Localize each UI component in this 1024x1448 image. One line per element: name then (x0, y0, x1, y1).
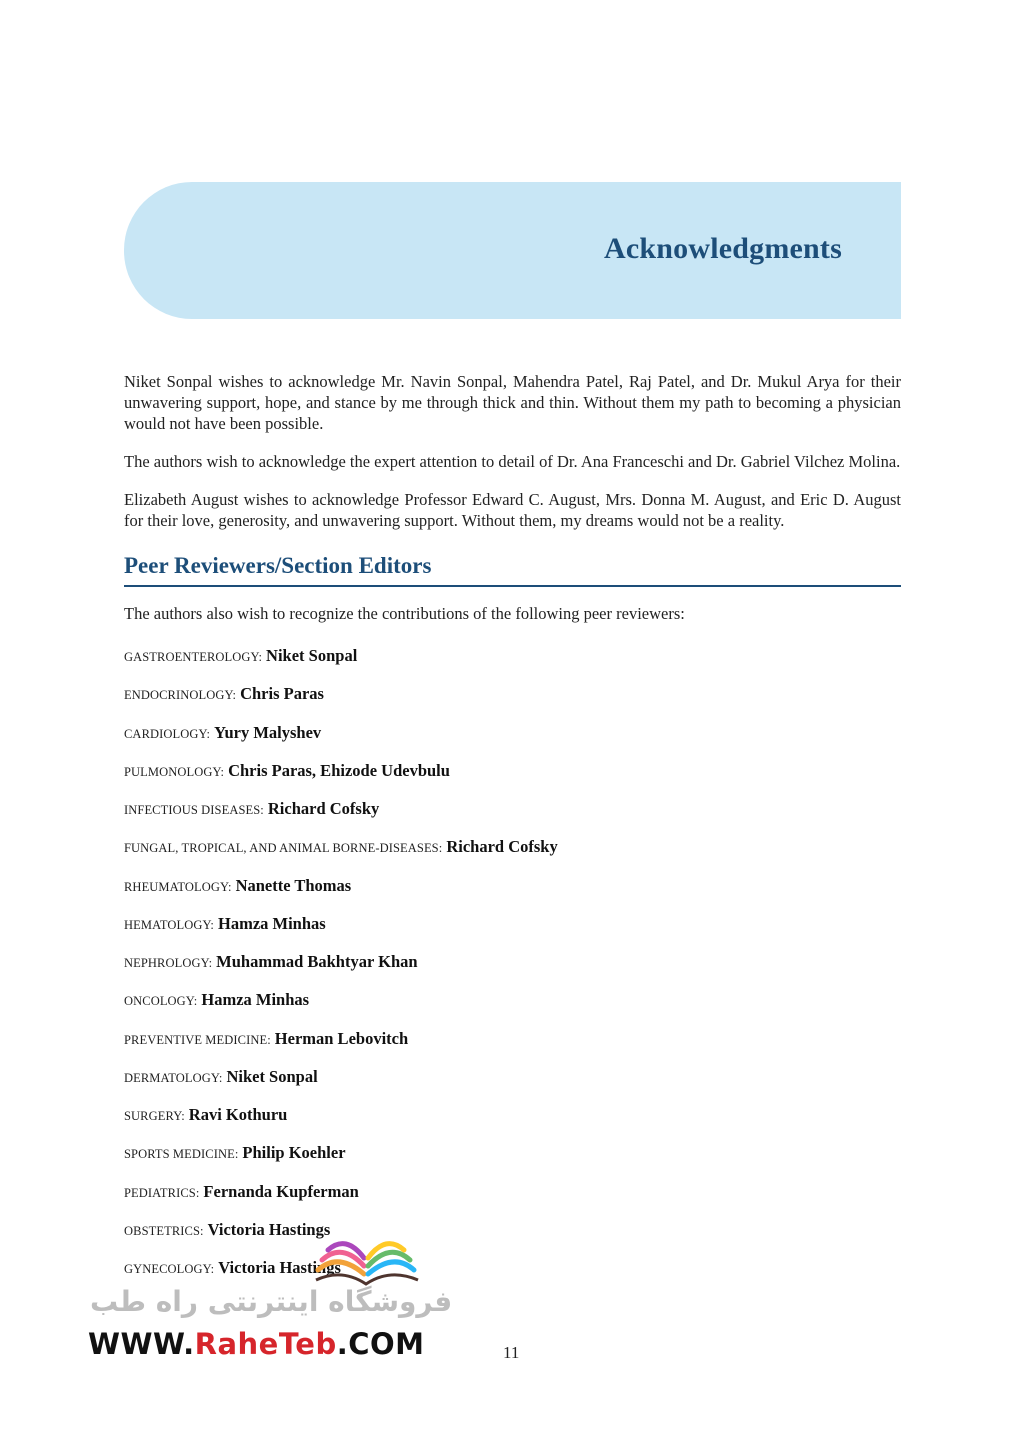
list-item (124, 875, 901, 913)
reviewer-name: Herman Lebovitch (274, 1028, 409, 1048)
open-book-rainbow-icon (308, 1230, 428, 1292)
reviewer-name: Fernanda Kupferman (203, 1181, 359, 1201)
reviewer-name: Chris Paras (240, 684, 324, 704)
list-item (124, 722, 901, 760)
reviewer-name: Victoria Hastings (218, 1258, 341, 1277)
specialty-label: PULMONOLOGY: (124, 764, 225, 779)
list-item (124, 1142, 901, 1180)
reviewer-name: Yury Malyshev (214, 722, 322, 742)
specialty-label: PREVENTIVE MEDICINE: (124, 1032, 271, 1047)
watermark-url-brand: RaheTeb (194, 1327, 337, 1361)
specialty-label: DERMATOLOGY: (124, 1070, 223, 1085)
list-item (124, 1028, 901, 1066)
specialty-label: SPORTS MEDICINE: (124, 1147, 239, 1162)
reviewer-name: Richard Cofsky (446, 837, 558, 857)
reviewer-name: Nanette Thomas (235, 875, 352, 895)
reviewer-name: Muhammad Bakhtyar Khan (216, 952, 418, 971)
reviewer-name: Hamza Minhas (201, 990, 310, 1010)
watermark-url-suffix: .COM (336, 1327, 425, 1361)
list-item (124, 1066, 901, 1104)
specialty-label: FUNGAL, TROPICAL, AND ANIMAL BORNE-DISEASES: (124, 841, 443, 856)
acknowledgment-paragraph: Elizabeth August wishes to acknowledge Professor Edward C. August, Mrs. Donna M. August, and Eric D. August for their love, generosity, and unwavering support. Without them, my dreams would not be a reality. (124, 490, 901, 530)
list-item (124, 1181, 901, 1219)
list-item (124, 683, 901, 721)
reviewer-name: Hamza Minhas (218, 913, 326, 933)
reviewer-name: Chris Paras, Ehizode Udevbulu (228, 760, 450, 780)
specialty-label: RHEUMATOLOGY: (124, 879, 232, 894)
watermark-url (88, 1327, 425, 1361)
list-item (124, 1104, 901, 1142)
list-item (124, 760, 901, 798)
reviewer-list (124, 645, 901, 1295)
list-item (124, 645, 901, 683)
reviewer-name: Philip Koehler (242, 1143, 346, 1163)
specialty-label: ONCOLOGY: (124, 994, 198, 1009)
reviewer-name: Niket Sonpal (226, 1066, 318, 1086)
specialty-label: ENDOCRINOLOGY: (124, 688, 237, 703)
specialty-label: INFECTIOUS DISEASES: (124, 803, 264, 817)
acknowledgment-paragraph: Niket Sonpal wishes to acknowledge Mr. Navin Sonpal, Mahendra Patel, Raj Patel, and Dr. Mukul Arya for their unwavering support, hope, and stance by me through thick and thin. Without them my path to becoming a physician would not have been possible. (124, 372, 901, 433)
list-item (124, 989, 901, 1027)
page-number: 11 (503, 1343, 520, 1362)
specialty-label: OBSTETRICS: (124, 1223, 204, 1238)
watermark-arabic-text: فروشگاه اینترنتی راه طب (90, 1285, 453, 1318)
specialty-label: GYNECOLOGY: (124, 1262, 215, 1276)
acknowledgment-paragraph: The authors wish to acknowledge the expert attention to detail of Dr. Ana Franceschi and Dr. Gabriel Vilchez Molina. (124, 452, 901, 471)
watermark (86, 1230, 453, 1370)
list-item (124, 951, 901, 989)
reviewer-name: Victoria Hastings (207, 1219, 331, 1239)
list-item (124, 913, 901, 951)
reviewer-name: Richard Cofsky (267, 799, 380, 818)
list-item (124, 798, 901, 836)
reviewer-name: Ravi Kothuru (188, 1105, 288, 1124)
specialty-label: HEMATOLOGY: (124, 917, 214, 932)
specialty-label: PEDIATRICS: (124, 1185, 200, 1200)
chapter-banner (124, 182, 901, 319)
specialty-label: CARDIOLOGY: (124, 726, 211, 741)
specialty-label: GASTROENTEROLOGY: (124, 650, 263, 664)
page-content (124, 371, 901, 1295)
list-item (124, 836, 901, 874)
page-title: Acknowledgments (603, 232, 842, 265)
section-title: Peer Reviewers/Section Editors (124, 553, 901, 587)
reviewer-name: Niket Sonpal (266, 646, 358, 665)
specialty-label: SURGERY: (124, 1109, 185, 1123)
watermark-url-prefix: WWW. (88, 1327, 195, 1361)
specialty-label: NEPHROLOGY: (124, 956, 213, 970)
section-intro: The authors also wish to recognize the contributions of the following peer reviewers: (124, 604, 685, 623)
